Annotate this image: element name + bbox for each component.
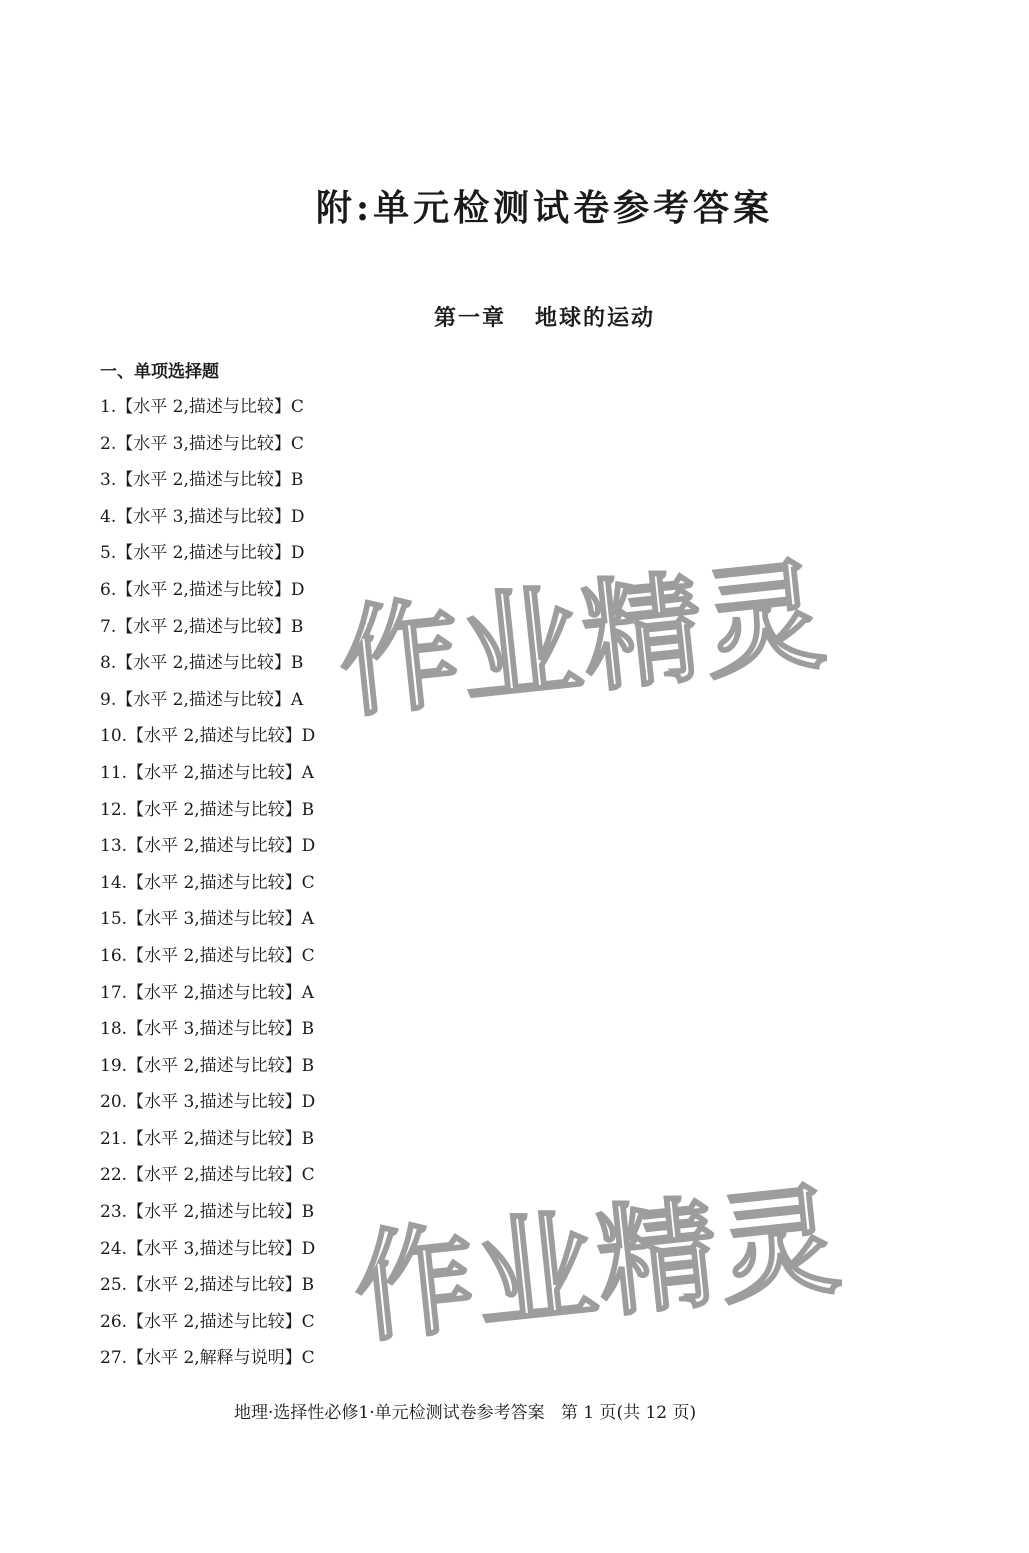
answer-item: 4.【水平 3,描述与比较】D (100, 506, 305, 527)
answer-item: 14.【水平 2,描述与比较】C (100, 872, 315, 893)
chapter-title: 第一章 地球的运动 (434, 305, 655, 331)
section-heading: 一、单项选择题 (100, 362, 219, 382)
answer-item: 22.【水平 2,描述与比较】C (100, 1165, 315, 1186)
answer-item: 18.【水平 3,描述与比较】B (100, 1019, 315, 1040)
answer-item: 9.【水平 2,描述与比较】A (100, 689, 304, 710)
answer-item: 3.【水平 2,描述与比较】B (100, 470, 304, 491)
answer-item: 21.【水平 2,描述与比较】B (100, 1128, 315, 1149)
answer-item: 19.【水平 2,描述与比较】B (100, 1055, 315, 1076)
page-title: 附:单元检测试卷参考答案 (315, 187, 774, 229)
answer-item: 27.【水平 2,解释与说明】C (100, 1348, 315, 1369)
answer-item: 6.【水平 2,描述与比较】D (100, 579, 305, 600)
watermark: 作业精灵 (347, 1170, 848, 1361)
answer-item: 8.【水平 2,描述与比较】B (100, 653, 304, 674)
answer-item: 5.【水平 2,描述与比较】D (100, 543, 305, 564)
answer-item: 16.【水平 2,描述与比较】C (100, 945, 315, 966)
page-footer: 地理·选择性必修1·单元检测试卷参考答案 第 1 页(共 12 页) (234, 1403, 697, 1423)
answer-item: 23.【水平 2,描述与比较】B (100, 1202, 315, 1223)
answer-item: 10.【水平 2,描述与比较】D (100, 726, 316, 747)
answer-item: 26.【水平 2,描述与比较】C (100, 1311, 315, 1332)
answer-item: 2.【水平 3,描述与比较】C (100, 433, 304, 454)
answer-item: 12.【水平 2,描述与比较】B (100, 799, 315, 820)
watermark: 作业精灵 (332, 545, 833, 736)
answer-item: 20.【水平 3,描述与比较】D (100, 1092, 316, 1113)
answer-item: 1.【水平 2,描述与比较】C (100, 397, 304, 417)
answer-item: 13.【水平 2,描述与比较】D (100, 836, 316, 857)
answer-item: 11.【水平 2,描述与比较】A (100, 762, 314, 783)
answer-item: 15.【水平 3,描述与比较】A (100, 909, 314, 930)
answer-item: 7.【水平 2,描述与比较】B (100, 616, 304, 637)
answer-item: 24.【水平 3,描述与比较】D (100, 1238, 316, 1259)
answer-list (100, 394, 315, 1382)
answer-item: 17.【水平 2,描述与比较】A (100, 982, 314, 1003)
answer-item: 25.【水平 2,描述与比较】B (100, 1275, 315, 1296)
